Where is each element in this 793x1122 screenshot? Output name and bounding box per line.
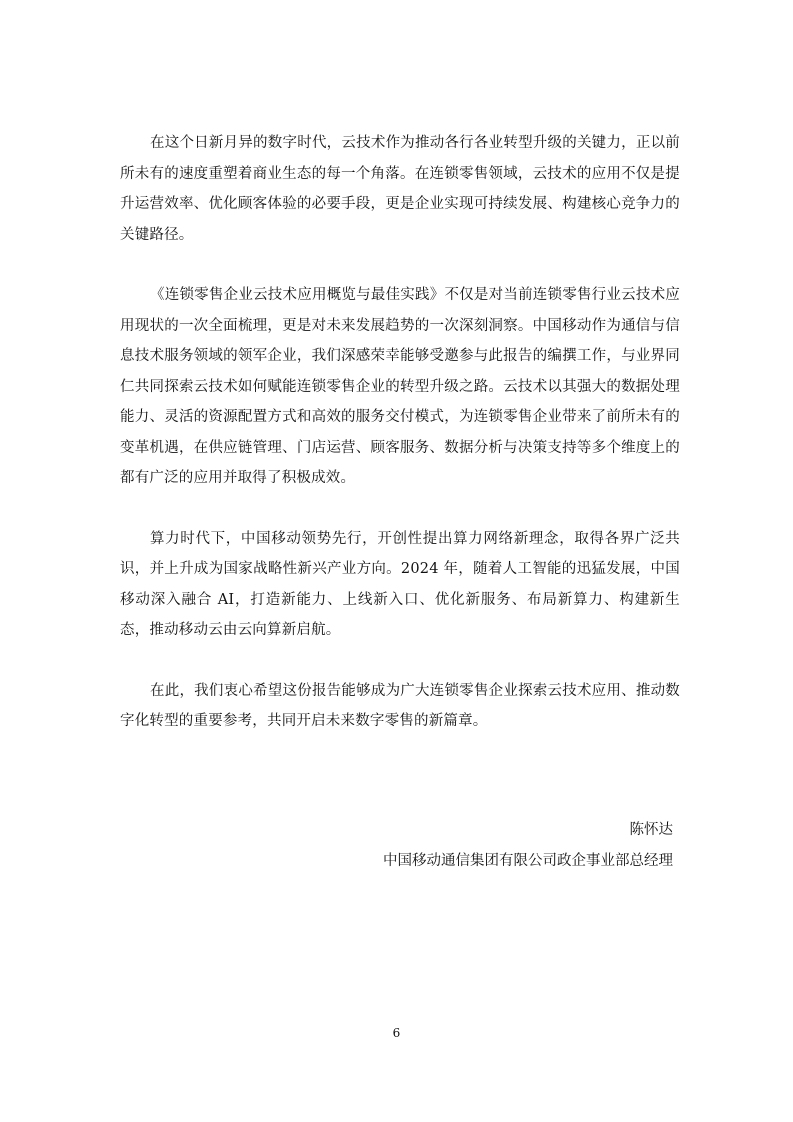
paragraph-3: 算力时代下，中国移动领势先行，开创性提出算力网络新理念，取得各界广泛共识，并上升成为国家战略性新兴产业方向。2024 年，随着人工智能的迅猛发展，中国移动深入融合 AI，打造新能力、上线新入口、优化新服务、布局新算力、构建新生态，推动移动云由云向算新启航。 — [120, 530, 680, 638]
paragraph-2: 《连锁零售企业云技术应用概览与最佳实践》不仅是对当前连锁零售行业云技术应用现状的一次全面梳理，更是对未来发展趋势的一次深刻洞察。中国移动作为通信与信息技术服务领域的领军企业，我们深感荣幸能够受邀参与此报告的编撰工作，与业界同仁共同探索云技术如何赋能连锁零售企业的转型升级之路。云技术以其强大的数据处理能力、灵活的资源配置方式和高效的服务交付模式，为连锁零售企业带来了前所未有的变革机遇，在供应链管理、门店运营、顾客服务、数据分析与决策支持等多个维度上的都有广泛的应用并取得了积极成效。 — [120, 287, 680, 486]
page-number: 6 — [392, 1026, 401, 1040]
paragraph-1: 在这个日新月异的数字时代，云技术作为推动各行各业转型升级的关键力，正以前所未有的速度重塑着商业生态的每一个角落。在连锁零售领域，云技术的应用不仅是提升运营效率、优化顾客体验的必要手段，更是企业实现可持续发展、构建核心竞争力的关键路径。 — [120, 135, 680, 243]
signature-block — [383, 815, 673, 876]
body-text — [120, 128, 680, 737]
paragraph-4: 在此，我们衷心希望这份报告能够成为广大连锁零售企业探索云技术应用、推动数字化转型的重要参考，共同开启未来数字零售的新篇章。 — [120, 682, 680, 729]
signature-title: 中国移动通信集团有限公司政企事业部总经理 — [383, 852, 673, 869]
signature-name: 陈怀达 — [629, 822, 673, 838]
